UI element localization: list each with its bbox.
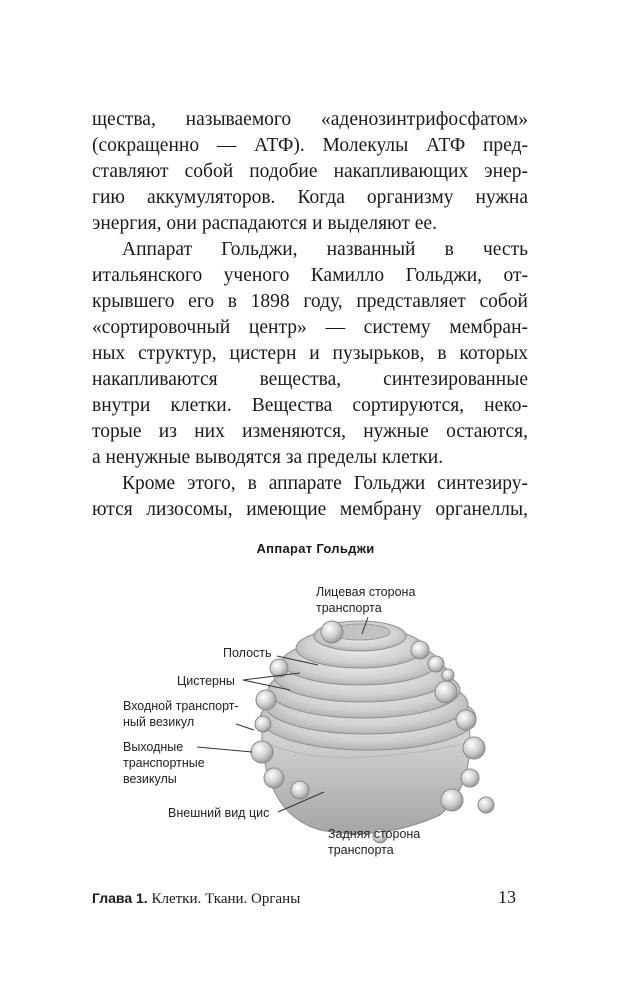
text-line: гию аккумуляторов. Когда организму нужна [92, 187, 528, 208]
vesicle [441, 789, 463, 811]
vesicle [255, 716, 271, 732]
running-footer [92, 890, 300, 908]
page-number: 13 [498, 887, 516, 907]
text-line: Аппарат Гольджи, названный в честь [122, 239, 528, 260]
vesicle [456, 710, 476, 730]
vesicle [321, 621, 343, 643]
label-face-side: Лицевая сторона транспорта [316, 585, 416, 615]
vesicle [478, 797, 494, 813]
text-line: внутри клетки. Вещества сортируются, неко- [92, 395, 528, 416]
text-line: ных структур, цистерн и пузырьков, в которых [92, 343, 528, 364]
vesicle [291, 781, 309, 799]
label-incoming-vesicle: Входной транспорт- ный везикул [123, 699, 239, 729]
text-line: крывшего его в 1898 году, представляет собой [92, 291, 528, 312]
vesicle [461, 769, 479, 787]
vesicle [442, 669, 454, 681]
text-line: ются лизосомы, имеющие мембрану органеллы, [92, 499, 528, 520]
text-line: «сортировочный центр» — систему мембран- [92, 317, 528, 338]
label-outgoing-vesicles: Выходные транспортные везикулы [123, 740, 205, 786]
text-line: ставляют собой подобие накапливающих энер- [92, 161, 528, 182]
chapter-number: Глава 1. [92, 890, 148, 906]
chapter-title: Клетки. Ткани. Органы [151, 891, 301, 907]
vesicle [256, 690, 276, 710]
vesicle [411, 641, 429, 659]
label-cavity: Полость [223, 646, 272, 660]
text-line: а ненужные выводятся за пределы клетки. [92, 447, 444, 468]
vesicle [428, 656, 444, 672]
vesicle [251, 741, 273, 763]
figure-title: Аппарат Гольджи [256, 541, 375, 556]
text-line: (сокращенно — АТФ). Молекулы АТФ пред- [92, 135, 528, 156]
label-cisterns: Цистерны [177, 674, 235, 688]
vesicle [264, 768, 284, 788]
vesicle [270, 659, 288, 677]
vesicle [463, 737, 485, 759]
text-line: щества, называемого «аденозинтрифосфатом» [92, 109, 528, 130]
text-line: энергия, они распадаются и выделяют ее. [92, 213, 437, 234]
text-line: накапливаются вещества, синтезированные [92, 369, 528, 390]
label-back-side: Задняя сторона транспорта [328, 827, 421, 857]
text-line: Кроме этого, в аппарате Гольджи синтезиру- [122, 473, 528, 494]
text-line: торые из них изменяются, нужные остаются, [92, 421, 528, 442]
vesicle [435, 681, 457, 703]
label-cis-view: Внешний вид цис [168, 806, 270, 820]
text-line: итальянского ученого Камилло Гольджи, от- [92, 265, 528, 286]
